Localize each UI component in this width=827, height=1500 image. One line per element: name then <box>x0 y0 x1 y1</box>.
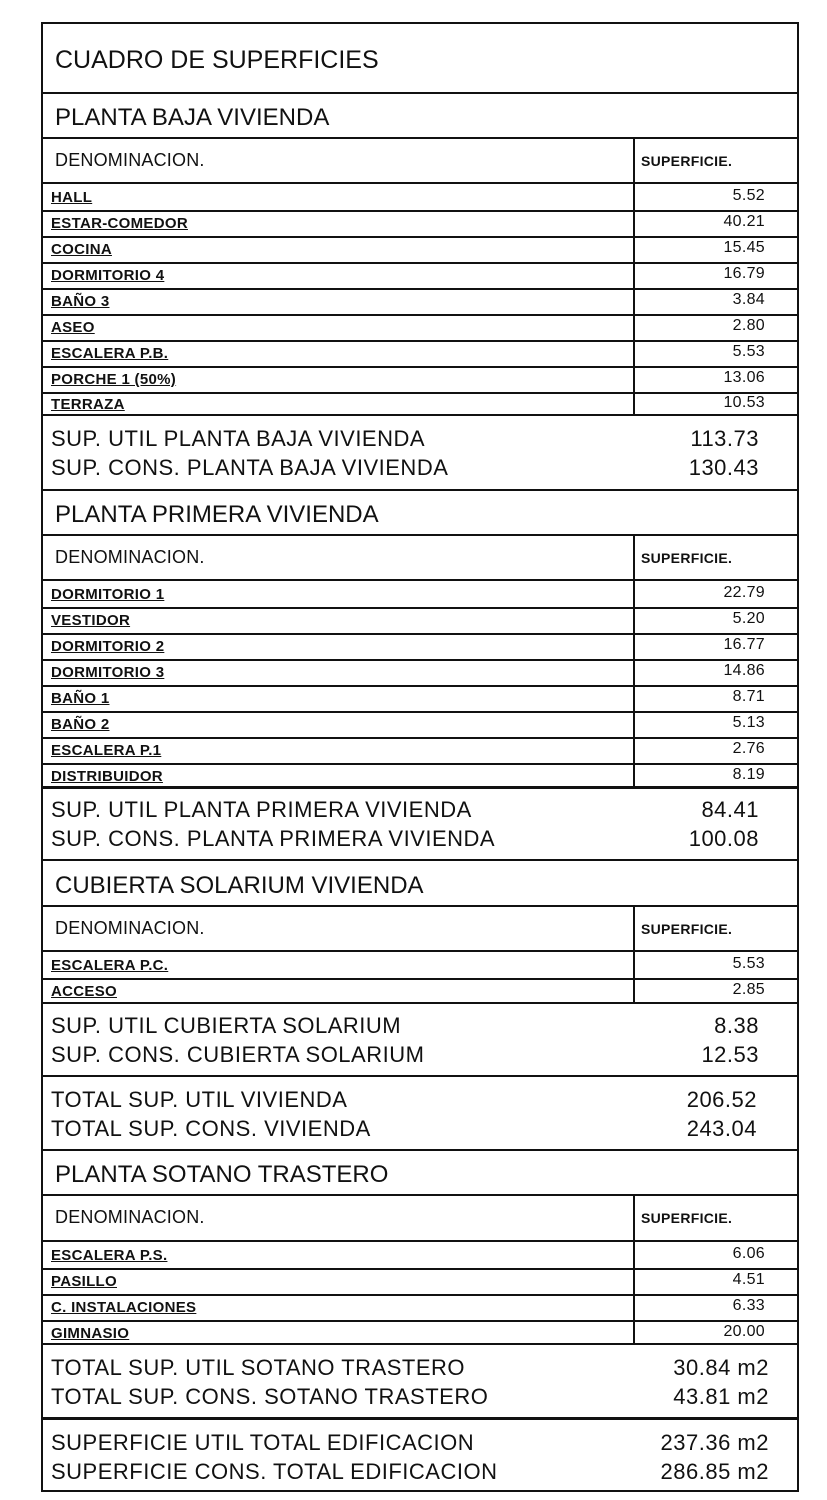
total-value: 206.52 <box>686 1087 757 1112</box>
section-title-row <box>43 489 797 534</box>
item-name: PORCHE 1 (50%) <box>51 371 177 388</box>
item-name: DISTRIBUIDOR <box>51 768 163 785</box>
section-title: PLANTA PRIMERA VIVIENDA <box>55 501 379 528</box>
items-block <box>43 182 797 414</box>
item-value: 6.33 <box>732 1297 765 1314</box>
item-name: GIMNASIO <box>51 1325 130 1342</box>
summary-block <box>43 1002 797 1075</box>
table-row <box>43 366 797 392</box>
table-row <box>43 210 797 236</box>
summary-value: 113.73 <box>690 426 759 451</box>
section-title-row <box>43 1149 797 1194</box>
header-denominacion: DENOMINACION. <box>55 918 205 938</box>
total-label: TOTAL SUP. CONS. VIVIENDA <box>51 1116 371 1141</box>
table-row <box>43 711 797 737</box>
item-value: 3.84 <box>732 291 765 308</box>
item-name: DORMITORIO 4 <box>51 267 165 284</box>
summary-value: 8.38 <box>714 1013 759 1038</box>
table-row <box>43 633 797 659</box>
item-name: ESCALERA P.B. <box>51 345 169 362</box>
item-value: 13.06 <box>723 369 765 386</box>
table-row <box>43 737 797 763</box>
item-value: 14.86 <box>723 662 765 679</box>
table-row <box>43 262 797 288</box>
item-value: 15.45 <box>723 239 765 256</box>
summary-block <box>43 1343 797 1417</box>
summary-block <box>43 414 797 489</box>
item-name: DORMITORIO 3 <box>51 664 165 681</box>
section-title: PLANTA SOTANO TRASTERO <box>55 1161 389 1188</box>
item-name: COCINA <box>51 241 112 258</box>
item-name: VESTIDOR <box>51 612 131 629</box>
table-row <box>43 685 797 711</box>
item-name: ASEO <box>51 319 95 336</box>
item-name: BAÑO 2 <box>51 716 110 733</box>
item-value: 5.53 <box>732 343 765 360</box>
item-name: BAÑO 1 <box>51 690 110 707</box>
summary-value: 100.08 <box>688 826 759 851</box>
table-row <box>43 581 797 607</box>
summary-value: 30.84 m2 <box>673 1355 769 1380</box>
table-row <box>43 392 797 416</box>
header-superficie: SUPERFICIE. <box>641 1210 733 1226</box>
table-row <box>43 314 797 340</box>
item-value: 5.53 <box>732 955 765 972</box>
section-title-row <box>43 92 797 137</box>
grand-total-value: 237.36 m2 <box>660 1430 769 1455</box>
summary-label: SUP. CONS. CUBIERTA SOLARIUM <box>51 1042 425 1067</box>
item-value: 8.71 <box>732 688 765 705</box>
column-header-row <box>43 1194 797 1240</box>
grand-total-value: 286.85 m2 <box>660 1459 769 1484</box>
table-row <box>43 659 797 685</box>
summary-label: SUP. CONS. PLANTA PRIMERA VIVIENDA <box>51 826 496 851</box>
item-value: 5.52 <box>732 187 765 204</box>
table-row <box>43 184 797 210</box>
item-name: TERRAZA <box>51 396 125 413</box>
column-header-row <box>43 905 797 950</box>
summary-label: TOTAL SUP. UTIL SOTANO TRASTERO <box>51 1355 466 1380</box>
summary-label: TOTAL SUP. CONS. SOTANO TRASTERO <box>51 1384 489 1409</box>
header-denominacion: DENOMINACION. <box>55 547 205 567</box>
items-block <box>43 579 797 786</box>
item-name: DORMITORIO 2 <box>51 638 165 655</box>
summary-block <box>43 786 797 859</box>
table-row <box>43 607 797 633</box>
item-name: ESCALERA P.1 <box>51 742 162 759</box>
summary-value: 43.81 m2 <box>673 1384 769 1409</box>
item-value: 16.79 <box>723 265 765 282</box>
table-row <box>43 1294 797 1320</box>
table-row <box>43 340 797 366</box>
section-title: PLANTA BAJA VIVIENDA <box>55 104 330 131</box>
table-row <box>43 952 797 978</box>
item-name: ACCESO <box>51 983 117 1000</box>
item-value: 5.13 <box>732 714 765 731</box>
table-row <box>43 288 797 314</box>
item-value: 22.79 <box>723 584 765 601</box>
item-value: 40.21 <box>723 213 765 230</box>
table-row <box>43 1242 797 1268</box>
summary-label: SUP. UTIL PLANTA BAJA VIVIENDA <box>51 426 426 451</box>
summary-value: 12.53 <box>701 1042 759 1067</box>
header-denominacion: DENOMINACION. <box>55 1207 205 1227</box>
item-value: 2.85 <box>732 981 765 998</box>
surface-table <box>41 22 799 1492</box>
table-row <box>43 1320 797 1345</box>
grand-total-label: SUPERFICIE UTIL TOTAL EDIFICACION <box>51 1430 475 1455</box>
item-name: ESTAR-COMEDOR <box>51 215 188 232</box>
column-divider <box>633 536 635 579</box>
summary-value: 84.41 <box>701 797 759 822</box>
section-title-row <box>43 859 797 905</box>
column-divider <box>633 139 635 182</box>
item-value: 20.00 <box>723 1323 765 1340</box>
vivienda-totals-block <box>43 1075 797 1149</box>
grand-total-label: SUPERFICIE CONS. TOTAL EDIFICACION <box>51 1459 498 1484</box>
table-row <box>43 978 797 1004</box>
header-denominacion: DENOMINACION. <box>55 150 205 170</box>
item-value: 10.53 <box>723 394 765 411</box>
items-block <box>43 950 797 1002</box>
item-name: DORMITORIO 1 <box>51 586 165 603</box>
item-name: C. INSTALACIONES <box>51 1299 197 1316</box>
total-label: TOTAL SUP. UTIL VIVIENDA <box>51 1087 348 1112</box>
items-block <box>43 1240 797 1343</box>
item-name: HALL <box>51 189 93 206</box>
total-value: 243.04 <box>686 1116 757 1141</box>
table-title-row <box>43 24 797 92</box>
header-superficie: SUPERFICIE. <box>641 921 733 937</box>
header-superficie: SUPERFICIE. <box>641 153 733 169</box>
item-value: 4.51 <box>732 1271 765 1288</box>
summary-label: SUP. UTIL CUBIERTA SOLARIUM <box>51 1013 402 1038</box>
item-value: 2.76 <box>732 740 765 757</box>
table-row <box>43 1268 797 1294</box>
section-title: CUBIERTA SOLARIUM VIVIENDA <box>55 872 424 899</box>
item-name: ESCALERA P.S. <box>51 1247 168 1264</box>
summary-label: SUP. CONS. PLANTA BAJA VIVIENDA <box>51 455 449 480</box>
building-totals-block <box>43 1417 797 1490</box>
item-value: 2.80 <box>732 317 765 334</box>
column-divider <box>633 907 635 950</box>
item-name: ESCALERA P.C. <box>51 957 169 974</box>
item-name: PASILLO <box>51 1273 117 1290</box>
item-value: 8.19 <box>732 766 765 783</box>
item-name: BAÑO 3 <box>51 293 110 310</box>
header-superficie: SUPERFICIE. <box>641 550 733 566</box>
summary-label: SUP. UTIL PLANTA PRIMERA VIVIENDA <box>51 797 472 822</box>
item-value: 6.06 <box>732 1245 765 1262</box>
column-header-row <box>43 137 797 182</box>
table-row <box>43 236 797 262</box>
column-header-row <box>43 534 797 579</box>
item-value: 5.20 <box>732 610 765 627</box>
item-value: 16.77 <box>723 636 765 653</box>
column-divider <box>633 1196 635 1240</box>
table-row <box>43 763 797 788</box>
table-title: CUADRO DE SUPERFICIES <box>55 46 379 74</box>
summary-value: 130.43 <box>688 455 759 480</box>
